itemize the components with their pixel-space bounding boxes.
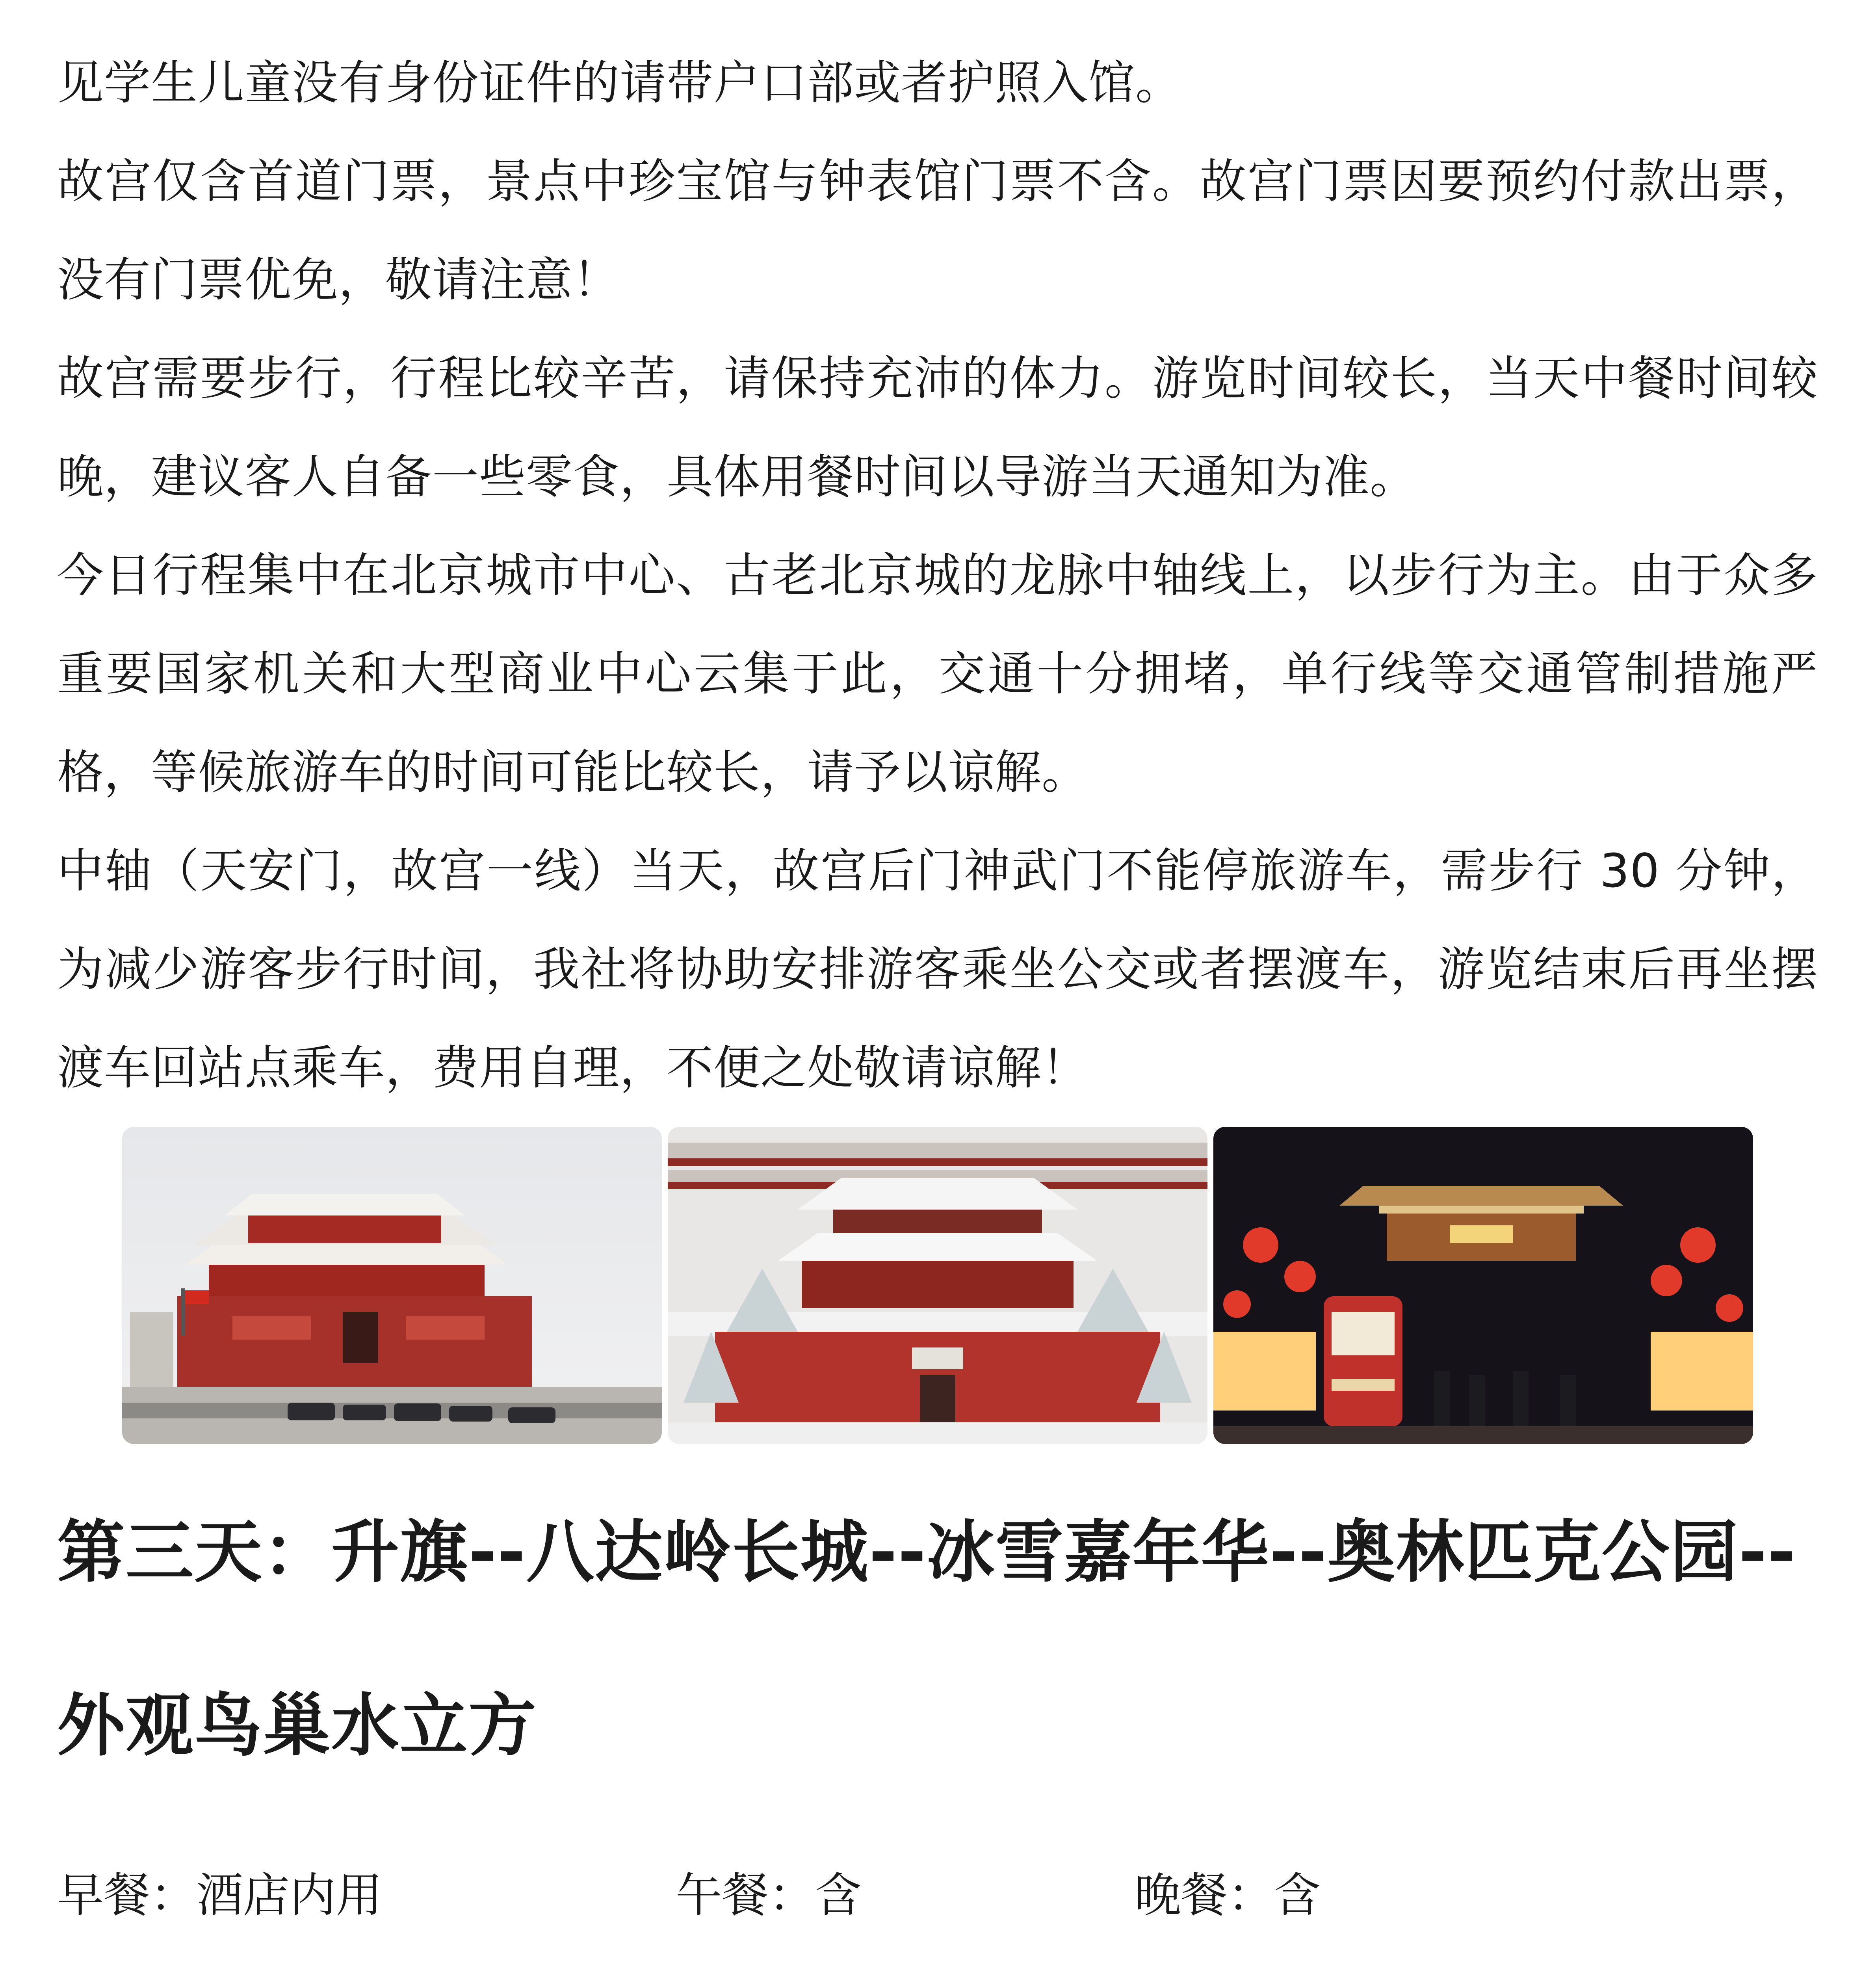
paragraph-ticket-notice (57, 132, 1818, 329)
paragraph-text: 中轴（天安门，故宫一线）当天，故宫后门神武门不能停旅游车，需步行 30 分钟，为减少游客步行时间，我社将协助安排游客乘坐公交或者摆渡车，游览结束后再坐摆渡车回站点乘车，费用自理，不便之处敬请谅解！ (57, 844, 1818, 1095)
paragraph-text: 故宫需要步行，行程比较辛苦，请保持充沛的体力。游览时间较长，当天中餐时间较晚，建议客人自备一些零食，具体用餐时间以导游当天通知为准。 (57, 351, 1818, 504)
paragraph-traffic-notice (57, 526, 1818, 821)
paragraph-walking-notice (57, 329, 1818, 526)
dinner-info: 晚餐：含 (1135, 1868, 1321, 1922)
forbidden-city-snow-photo (668, 1127, 1207, 1444)
photo-strip (122, 1127, 1753, 1444)
tiananmen-photo (122, 1127, 662, 1444)
lunch-info: 午餐：含 (676, 1868, 862, 1922)
day-title: 第三天：升旗--八达岭长城--冰雪嘉年华--奥林匹克公园--外观鸟巢水立方 (57, 1513, 1797, 1765)
paragraph-shuttle-notice (57, 821, 1818, 1117)
meal-info (57, 1852, 1818, 1938)
paragraph-text: 故宫仅含首道门票，景点中珍宝馆与钟表馆门票不含。故宫门票因要预约付款出票，没有门票优免，敬请注意！ (57, 154, 1818, 307)
paragraph-text: 今日行程集中在北京城市中心、古老北京城的龙脉中轴线上，以步行为主。由于众多重要国家机关和大型商业中心云集于此，交通十分拥堵，单行线等交通管制措施严格，等候旅游车的时间可能比较长，请予以谅解。 (57, 548, 1818, 799)
paragraph-text: 见学生儿童没有身份证件的请带户口部或者护照入馆。 (57, 56, 1183, 110)
breakfast-info: 早餐：酒店内用 (57, 1868, 383, 1922)
qianmen-night-street-photo (1213, 1127, 1753, 1444)
paragraph-id-notice (57, 33, 1818, 132)
